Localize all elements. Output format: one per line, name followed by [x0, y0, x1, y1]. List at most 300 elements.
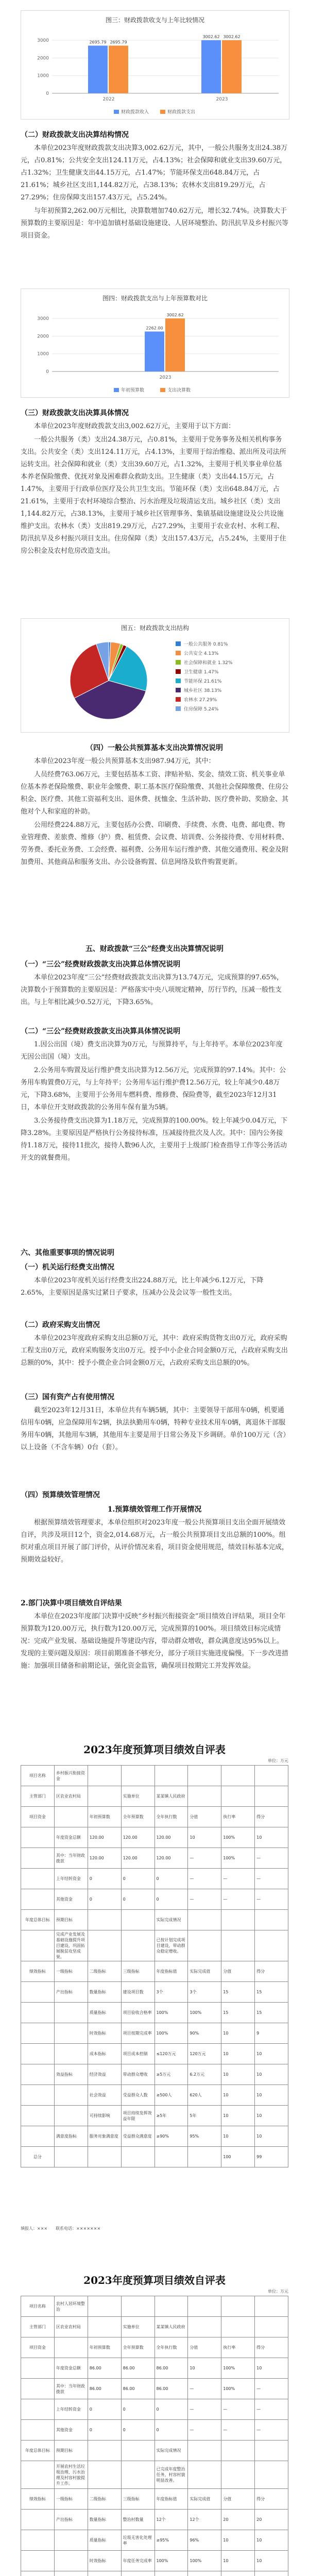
paragraph: 本单位2023年度机关运行经费支出224.88万元，比上年减少6.12万元，下降2.65%，主要原因是落实过紧日子要求，压减办公及会议等一般性支出。 [21, 1277, 264, 1297]
table-row [21, 2296, 288, 2317]
table-cell: 分值 [221, 1961, 255, 1982]
legend-swatch [176, 641, 181, 646]
paragraph: 2.公务用车购置及运行维护费支出决算为12.56万元，完成预算的97.14%。其中：公务用车购置费0万元，与上年持平；公务用车运行维护费12.56万元，较上年减少0.48万元，下降3.68%，主要用于公务用车燃料费、维修费、保险费等，截至2023年12月31日，本单位开支财政拨款的公务用车保有量为5辆。 [21, 1066, 286, 1111]
table-cell: 100% [221, 1848, 255, 1869]
section-heading-operating-expense: （一）机关运行经费支出情况 [21, 1263, 114, 1272]
section-body-performance-work [21, 1517, 288, 1566]
table-cell: 10 [221, 2044, 255, 2064]
table-cell [21, 1889, 55, 1910]
table-cell [221, 2296, 255, 2317]
table-cell [21, 2106, 55, 2126]
table-cell: 10 [255, 2106, 288, 2126]
table-cell: 分值 [221, 2489, 255, 2510]
table-cell: 绩效指标 [21, 1961, 55, 1982]
table-cell: 10 [255, 2064, 288, 2085]
legend-label: 支出决算数 [167, 388, 191, 393]
table-cell: 满意度指标 [54, 2126, 88, 2147]
table-cell: 100 [221, 2147, 255, 2167]
x-tick-label: 2022 [102, 97, 115, 102]
y-tick-label: 3000 [37, 38, 49, 44]
data-label: 2695.79 [89, 40, 107, 45]
table-row [21, 2023, 288, 2044]
table-cell [88, 2571, 121, 2576]
table-cell: 620人 [188, 2085, 221, 2106]
table-cell [255, 2441, 288, 2461]
table-cell: 完成产业发展及基础设施提升项目建设，巩固拓展脱贫攻坚成果。 [54, 1930, 88, 1961]
table-cell [121, 2296, 154, 2317]
table-cell: 年度资金总额 [54, 1827, 88, 1848]
table-cell [188, 1930, 221, 1961]
table-row [21, 1869, 288, 1889]
table-cell: — [255, 1869, 288, 1889]
table-row [21, 2399, 288, 2420]
table-cell: 120.00 [154, 1827, 188, 1848]
table-cell [188, 2296, 221, 2317]
table-row [21, 2571, 288, 2576]
table-row [21, 1910, 288, 1930]
table-cell: 12个 [188, 2510, 221, 2530]
table-cell: 三级指标 [121, 1961, 154, 1982]
table-cell: 10 [221, 2126, 255, 2147]
table-cell [21, 2044, 55, 2064]
paragraph: 人员经费763.06万元，主要包括基本工资、津贴补贴、奖金、绩效工资、机关事业单位基本养老保险缴费、职业年金缴费、职工基本医疗保险缴费、其他社会保障缴费、住房公积金、医疗费、其他工资福利支出、退休费、抚恤金、生活补助、医疗费补助、奖励金、其他对个人和家庭的补助。 [21, 771, 289, 816]
chart-budget-vs-actual [21, 289, 289, 398]
paragraph: 3.公务接待费支出决算为1.18万元，完成预算的100.00%。较上年减少0.04万元，下降3.28%。主要原因是严格执行公务接待标准，压减接待批次及人次。其中：国内公务接待1.18万元，接待11批次，接待人数96人次，主要用于上级部门检查指导工作等公务活动开支的就餐费用。 [21, 1117, 288, 1162]
table-row [21, 1786, 288, 1807]
table-cell: 10 [221, 2023, 255, 2044]
table-cell [121, 1910, 154, 1930]
table-cell: 三级指标 [121, 2489, 154, 2510]
table-cell [54, 2147, 88, 2167]
table-cell [54, 2530, 88, 2551]
table-cell: 0 [121, 1869, 154, 1889]
table-cell: 3个 [154, 1982, 188, 2003]
paragraph: 根据预算绩效管理要求，本单位组织对2023年度一般公共预算项目支出全面开展绩效自评，共涉及项目12个，资金2,014.68万元，占一般公共预算项目支出总额的100%。组织对重点项目开展了部门评价，从评价情况来看，项目资金使用规范，绩效目标基本完成，预期效益较好。 [21, 1519, 289, 1564]
table-cell: 数量指标 [88, 1982, 121, 2003]
table-cell: 120万元 [188, 2044, 221, 2064]
table-cell: 分值 [188, 1807, 221, 1827]
section-body-expense-detail [21, 420, 288, 557]
section-heading-procurement: （二）政府采购支出情况 [21, 1321, 100, 1329]
table-cell [21, 1827, 55, 1848]
table-cell: — [255, 1848, 288, 1869]
table-cell [21, 1848, 55, 1869]
chart-svg-budget-actual [21, 289, 289, 397]
bar [165, 318, 185, 371]
table-cell [21, 2399, 55, 2420]
table-cell: — [188, 2420, 221, 2441]
table-cell: 建设项目数 [121, 1982, 154, 2003]
section-heading-three-public-overall: （一）“三公”经费财政拨款支出决算总体情况说明 [21, 960, 181, 969]
table-cell: 10 [221, 2551, 255, 2571]
table-cell [21, 2420, 55, 2441]
table-cell [21, 2530, 55, 2551]
table-cell: 预期目标 [54, 2441, 88, 2461]
table-cell: 年度指标值 [154, 2489, 188, 2510]
y-tick-label: 1000 [37, 73, 49, 79]
table-cell: 86.00 [154, 2358, 188, 2379]
table-cell: — [221, 1869, 255, 1889]
table-cell: 年初预算数 [88, 2337, 121, 2358]
table-title-eval-1: 2023年度预算项目绩效自评表 [83, 1743, 226, 1756]
table-row [21, 1827, 288, 1848]
table-cell: 12个 [154, 2510, 188, 2530]
table-cell: 120.00 [121, 1848, 154, 1869]
table-cell [221, 1910, 255, 1930]
table-cell [221, 1786, 255, 1807]
table-cell: 86.00 [88, 2358, 121, 2379]
table-cell [88, 1766, 121, 1786]
legend-swatch [176, 688, 181, 692]
table-cell [88, 1930, 121, 1961]
table-cell: 受益群众满意度 [121, 2126, 154, 2147]
table-cell [21, 1930, 55, 1961]
bar [109, 46, 128, 93]
table-cell [255, 2317, 288, 2337]
bar [145, 331, 164, 371]
legend-swatch [114, 388, 119, 392]
chart-title: 图三：财政拨款收支与上年比较情况 [105, 16, 205, 24]
table-cell [255, 2296, 288, 2317]
table-cell: 农村人居环境整治 [54, 2296, 88, 2317]
section-body-state-assets [21, 1404, 288, 1454]
table-cell: ≥90% [154, 2126, 188, 2147]
table-cell: 5年 [188, 2106, 221, 2126]
table-cell: 数量指标 [88, 2510, 121, 2530]
section-body-three-public-overall [21, 972, 288, 1009]
table-cell [54, 2337, 88, 2358]
table-cell [21, 2461, 55, 2489]
paragraph: 一般公共服务（类）支出24.38万元，占0.81%，主要用于党务事务及相关机构事务支出。公共安全（类）支出124.11万元，占4.13%，主要用于综治维稳、派出所及司法所运转支出。社会保障和就业（类）支出39.60万元，占1.32%，主要用于机关事业单位基本养老保险缴费、优抚对象及困难群众救助支出。卫生健康（类）支出44.15万元，占1.47%，主要用于行政单位医疗及公共卫生支出。节能环保（类）支出648.84万元，占21.61%，主要用于农村环境综合整治、污水治理及垃圾清运支出。城乡社区（类）支出1,144.82万元，占38.13%，主要用于城乡社区管理事务、集镇基础设施建设及公共设施维护支出。农林水（类）支出819.29万元，占27.29%，主要用于农业农村、水利工程、防汛抗旱及乡村振兴项目支出。住房保障（类）支出157.43万元，占5.24%，主要用于住房公积金及农村危房改造支出。 [21, 436, 286, 555]
table-cell: 垃圾无害化处理率 [121, 2530, 154, 2551]
table-cell: 得分 [255, 1961, 288, 1982]
section-heading-expense-structure: （二）财政拨款支出决算结构情况 [21, 131, 129, 139]
table-cell: 10 [255, 1827, 288, 1848]
table-cell: 0 [154, 2420, 188, 2441]
legend-label: 卫生健康 1.47% [184, 670, 219, 675]
table-cell: 实际完成值 [188, 2489, 221, 2510]
table-cell: — [221, 2420, 255, 2441]
section-body-self-eval [21, 1611, 288, 1672]
table-cell: 120.00 [88, 1827, 121, 1848]
table-cell: 120.00 [121, 1827, 154, 1848]
table-cell: 86.00 [154, 2379, 188, 2399]
y-tick-label: 1000 [37, 351, 49, 357]
table-cell [221, 2571, 255, 2576]
table-cell [188, 2441, 221, 2461]
paragraph: 截至2023年12月31日，本单位共有车辆5辆，其中：主要领导干部用车0辆，机要通信用车0辆，应急保障用车2辆，执法执勤用车0辆，特种专业技术用车0辆，离退休干部服务用车0辆，其他用车3辆，其他用车主要是用于日常公务及下乡调研。单价100万元（含）以上设备（不含车辆）0台（套）。 [21, 1406, 286, 1451]
bar [222, 40, 242, 93]
table-cell [88, 2461, 121, 2489]
table-cell: 年度资金总额 [54, 2358, 88, 2379]
table-cell [54, 2044, 88, 2064]
chart-svg-pie [21, 619, 289, 732]
table-cell: 产出指标 [54, 2510, 88, 2530]
table-cell: 10 [255, 2126, 288, 2147]
table-cell: 0 [88, 1889, 121, 1910]
table-row [21, 2337, 288, 2358]
table-cell: 受益群众人数 [121, 2085, 154, 2106]
legend-label: 农林水 27.29% [184, 698, 217, 703]
table-cell: 0 [121, 1889, 154, 1910]
table-cell [154, 2296, 188, 2317]
table-cell: — [188, 1848, 221, 1869]
table-title-eval-2: 2023年度预算项目绩效自评表 [83, 2274, 226, 2286]
table-cell: 项目名称 [21, 1766, 55, 1786]
table-row [21, 1766, 288, 1786]
section-body-expense-structure [21, 142, 288, 242]
table-cell: 15 [255, 1982, 288, 2003]
table-cell: 项目按期完成率 [121, 2023, 154, 2044]
table-row [21, 1930, 288, 1961]
data-label: 3002.62 [223, 35, 241, 40]
table-cell: ≥5年 [154, 2106, 188, 2126]
table-row [21, 2441, 288, 2461]
legend-swatch [114, 110, 119, 114]
table-cell [221, 1930, 255, 1961]
table-cell: 项目成本控制 [121, 2044, 154, 2064]
data-label: 3002.62 [202, 35, 220, 40]
table-cell: ≤120万元 [154, 2044, 188, 2064]
table-row [21, 2106, 288, 2126]
table-cell: 10 [255, 2530, 288, 2551]
chart-income-expense-comparison [21, 10, 289, 120]
table-cell [154, 1766, 188, 1786]
table-cell [255, 2571, 288, 2576]
table-cell: 年度任务完成率 [121, 2551, 154, 2571]
section-heading-performance-work: 1.预算绩效管理工作开展情况 [107, 1505, 202, 1514]
table-cell [21, 2358, 55, 2379]
table-cell: 服务对象满意度 [88, 2126, 121, 2147]
paragraph: 1.因公出国（境）费支出决算为0万元，与预算持平，与上年持平。本单位2023年度无因公出国（境）支出。 [21, 1041, 283, 1061]
table-cell: 年度总体目标 [21, 1910, 55, 1930]
y-tick-label: 2000 [37, 334, 49, 340]
table-cell: 15 [221, 2003, 255, 2023]
table-cell [188, 2147, 221, 2167]
table-cell [255, 2461, 288, 2489]
table-cell: 6.2万元 [188, 2064, 221, 2085]
section-body-basic-expense [21, 755, 288, 869]
table-cell: 9 [255, 2023, 288, 2044]
table-row [21, 2044, 288, 2064]
table-cell [188, 2571, 221, 2576]
data-label: 2262.00 [146, 326, 163, 331]
table-cell [54, 2551, 88, 2571]
table-cell: 实际完成情况 [154, 1910, 188, 1930]
table-cell: 时效指标 [88, 2023, 121, 2044]
table-cell: 预期目标 [54, 1910, 88, 1930]
table-cell: 执行率 [221, 1807, 255, 1827]
table-cell: 一级指标 [54, 2489, 88, 2510]
y-tick-label: 0 [46, 91, 49, 96]
table-cell: 上年结转资金 [54, 1869, 88, 1889]
table-cell: 分值 [188, 2337, 221, 2358]
legend-swatch [176, 660, 181, 665]
table-cell [255, 1930, 288, 1961]
table-row [21, 2489, 288, 2510]
table-cell: 项目验收合格率 [121, 2003, 154, 2023]
table-cell: 上年结转资金 [54, 2399, 88, 2420]
table-cell: 成本指标 [88, 2044, 121, 2064]
table-cell: 项目资金 [21, 1807, 55, 1827]
x-tick-label: 2023 [216, 97, 228, 102]
table-cell [88, 2441, 121, 2461]
table-cell: 已按计划完成项目建设，带动群众稳定增收。 [154, 1930, 188, 1961]
bar [88, 46, 108, 93]
table-cell: 120.00 [154, 1848, 188, 1869]
table-cell: 10 [188, 2358, 221, 2379]
paragraph: 本单位2023年度“三公”经费财政拨款支出决算为13.74万元，完成预算的97.65%，决算数小于预算数的主要原因是：严格落实中央八项规定精神，厉行节约，压减一般性支出。与上年相比减少0.52万元，下降3.65%。 [21, 974, 284, 1006]
table-row [21, 2420, 288, 2441]
table-cell: 已完成年度整治任务，村容村貌明显改善。 [154, 2461, 188, 2489]
table-cell: 绩效指标 [21, 2489, 55, 2510]
table-cell: 实际完成值 [188, 1961, 221, 1982]
table-cell: 3个 [188, 1982, 221, 2003]
table-eval-1 [21, 1765, 288, 2167]
legend-label: 财政拨款支出 [167, 110, 196, 115]
table-row [21, 1982, 288, 2003]
table-cell: 某某镇人民政府 [154, 2317, 188, 2337]
table-cell [54, 2571, 88, 2576]
table-cell: 95% [188, 2126, 221, 2147]
table-cell [221, 1766, 255, 1786]
table-cell [21, 2510, 55, 2530]
table-cell: 10 [255, 2358, 288, 2379]
x-tick-label: 2023 [159, 375, 171, 380]
table-cell: 86.00 [121, 2379, 154, 2399]
chart-title: 图五：财政拨款支出结构 [121, 624, 190, 632]
paragraph: 本单位2023年度政府采购支出总额0万元，其中：政府采购货物支出0万元，政府采购工程支出0万元，政府采购服务支出0万元。授予中小企业合同金额0万元，占政府采购支出总额的0%，其中：授予小微企业合同金额0万元，占政府采购支出总额的0%。 [21, 1334, 288, 1367]
table-cell: 开展农村生活垃圾治理、污水治理及村容村貌提升工作。 [54, 2461, 88, 2489]
table-cell: 100% [154, 2003, 188, 2023]
table-cell: — [255, 2379, 288, 2399]
paragraph: 公用经费224.88万元，主要包括办公费、印刷费、手续费、水费、电费、邮电费、物业管理费、差旅费、维修（护）费、租赁费、会议费、培训费、公务接待费、专用材料费、劳务费、委托业务费、工会经费、福利费、公务用车运行维护费、其他交通费用、税金及附加费用、其他商品和服务支出、办公设备购置、信息网络及软件购置更新。 [21, 821, 289, 866]
table-cell: 0 [154, 1869, 188, 1889]
section-heading-expense-detail: （三）财政拨款支出决算具体情况 [21, 409, 129, 417]
table-cell [54, 1807, 88, 1827]
table-cell: — [255, 2420, 288, 2441]
section-heading-three-public-detail: （二）“三公”经费财政拨款支出决算具体情况说明 [21, 1027, 181, 1036]
table-cell: 20 [221, 2510, 255, 2530]
section-heading-three-public-expenses: 五、财政拨款“三公”经费支出决算情况说明 [85, 945, 224, 953]
table-cell [21, 2379, 55, 2399]
table-cell: 某某镇人民政府 [154, 1786, 188, 1807]
table-cell: 一级指标 [54, 1961, 88, 1982]
table-cell: 全年预算数 [121, 2337, 154, 2358]
table-unit-1: 单位：万元 [268, 1758, 288, 1763]
table-cell [54, 2085, 88, 2106]
table-cell: 效益指标 [54, 2064, 88, 2085]
table-cell: 100% [154, 2551, 188, 2571]
table-cell [21, 1869, 55, 1889]
table-cell: 经济效益 [88, 2064, 121, 2085]
table-cell: 0 [154, 2399, 188, 2420]
table-row [21, 2147, 288, 2167]
legend-label: 住房保障 5.24% [184, 707, 219, 712]
legend-label: 公共安全 4.13% [184, 651, 219, 656]
legend-label: 节能环保 21.61% [184, 679, 222, 684]
table-cell: 100% [154, 2023, 188, 2044]
table-cell: 其他资金 [54, 1889, 88, 1910]
table-cell: 15 [255, 2003, 288, 2023]
table-cell [54, 2106, 88, 2126]
bar [201, 40, 221, 93]
table-cell: 全年执行数 [154, 1807, 188, 1827]
table-cell [54, 2003, 88, 2023]
y-tick-label: 2000 [37, 56, 49, 61]
table-cell: — [188, 2399, 221, 2420]
table-cell: — [188, 1869, 221, 1889]
table-cell [121, 2441, 154, 2461]
table-cell: ≥500人 [154, 2085, 188, 2106]
table-cell [121, 2461, 154, 2489]
legend-swatch [176, 651, 181, 655]
table-cell: 社会效益 [88, 2085, 121, 2106]
table-cell [221, 2441, 255, 2461]
table-cell [88, 2147, 121, 2167]
table-cell: 86.00 [88, 2379, 121, 2399]
table-cell: 100% [188, 2551, 221, 2571]
table-cell: 区农业农村局 [54, 2317, 88, 2337]
table-cell: 0 [121, 2399, 154, 2420]
table-row [21, 2003, 288, 2023]
table-cell: 20 [255, 2510, 288, 2530]
table-cell [88, 1910, 121, 1930]
table-cell: 10 [255, 2551, 288, 2571]
table-cell: 二级指标 [88, 1961, 121, 1982]
table-cell: 质量指标 [88, 2003, 121, 2023]
table-cell [221, 2317, 255, 2337]
table-row [21, 2551, 288, 2571]
table-cell: 全年执行数 [154, 2337, 188, 2358]
table-row [21, 2510, 288, 2530]
table-cell [221, 2461, 255, 2489]
table-cell [188, 1910, 221, 1930]
legend-label: 城乡社区 38.13% [184, 688, 222, 693]
table-cell [21, 2003, 55, 2023]
table-cell: 项目资金 [21, 2337, 55, 2358]
table-cell: 10 [221, 2064, 255, 2085]
table-cell: — [221, 1889, 255, 1910]
section-heading-performance: （四）预算绩效管理情况 [21, 1491, 100, 1499]
legend-label: 财政拨款收入 [121, 110, 149, 115]
table-cell: 全年预算数 [121, 1807, 154, 1827]
table-cell: 得分 [255, 1807, 288, 1827]
table-cell: 得分 [255, 2337, 288, 2358]
section-heading-basic-expense: （四）一般公共预算基本支出决算情况说明 [86, 744, 223, 752]
paragraph: 本单位2023年度财政拨款支出3,002.62万元，主要用于以下方面： [34, 422, 235, 430]
table-grid-2 [21, 2296, 288, 2576]
table-cell [21, 2551, 55, 2571]
legend-swatch [176, 679, 181, 683]
table-cell: 产出指标 [54, 1982, 88, 2003]
table-cell: 其他资金 [54, 2420, 88, 2441]
table-cell: 0 [88, 2420, 121, 2441]
table-cell: 年度总体目标 [21, 2441, 55, 2461]
table-cell [188, 1786, 221, 1807]
table-cell [88, 2317, 121, 2337]
chart-expense-structure-pie [21, 618, 289, 733]
table-cell: 86.00 [121, 2358, 154, 2379]
table-cell: 0 [88, 1869, 121, 1889]
table-cell: 100% [221, 2358, 255, 2379]
table-cell: 时效指标 [88, 2551, 121, 2571]
table-row [21, 2317, 288, 2337]
section-heading-other-matters: 六、其他重要事项的情况说明 [21, 1249, 114, 1257]
table-cell [188, 2317, 221, 2337]
table-cell: 项目持续发挥效益年限 [121, 2106, 154, 2126]
paragraph: 本单位2023年度一般公共预算基本支出987.94万元，其中： [34, 757, 215, 765]
